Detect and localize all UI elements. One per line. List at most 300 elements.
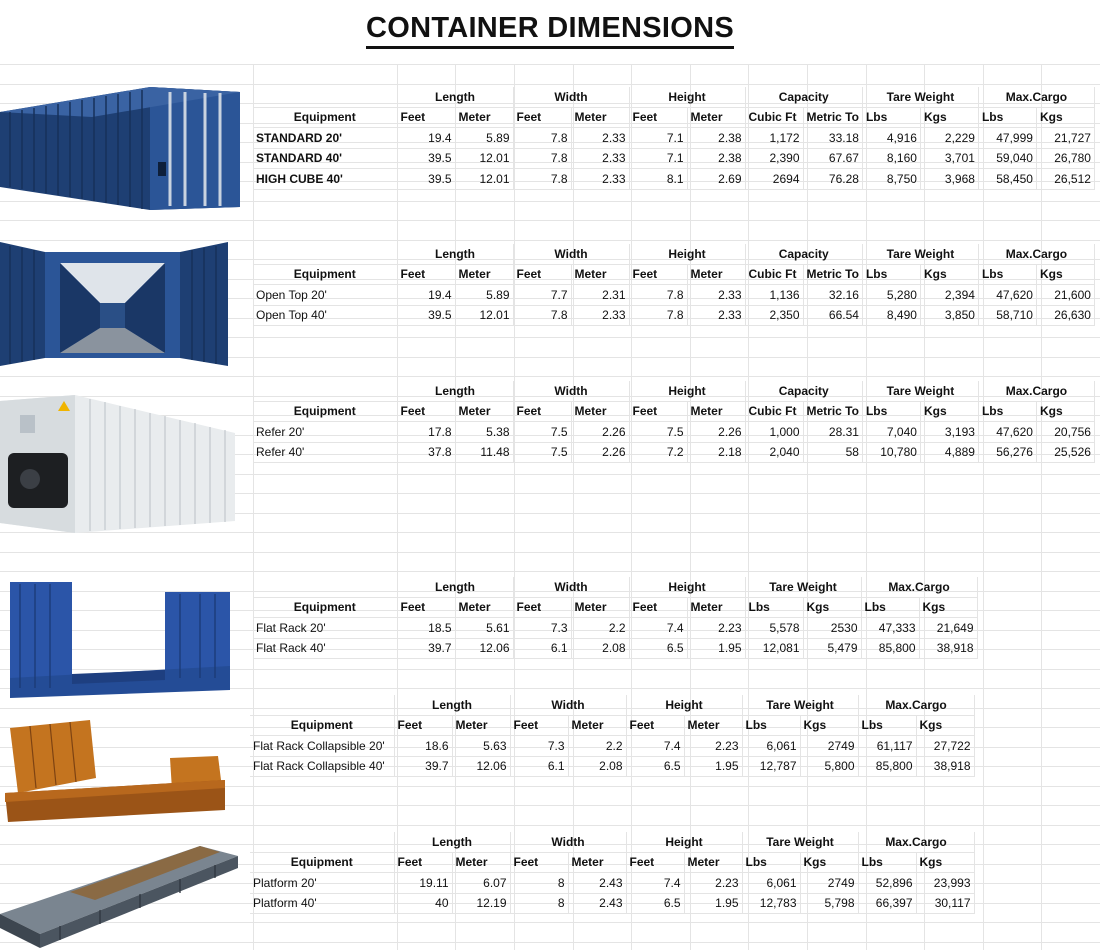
column-subheader: Meter <box>452 715 510 736</box>
column-subheader: Feet <box>397 264 455 285</box>
equipment-name: Refer 20' <box>253 422 397 443</box>
group-header: Height <box>629 577 745 597</box>
group-header: Tare Weight <box>862 87 978 107</box>
value-cell: 2.23 <box>684 736 742 757</box>
value-cell: 47,620 <box>978 285 1036 306</box>
grid-col-line <box>807 64 808 950</box>
value-cell: 1,000 <box>745 422 803 443</box>
equipment-name: Flat Rack Collapsible 20' <box>250 736 394 757</box>
column-subheader: Feet <box>394 852 452 873</box>
column-subheader: Lbs <box>861 597 919 618</box>
value-cell: 2.26 <box>687 422 745 443</box>
value-cell: 21,649 <box>919 618 977 639</box>
column-subheader: Feet <box>394 715 452 736</box>
value-cell: 39.7 <box>394 756 452 777</box>
value-cell: 2.23 <box>684 873 742 894</box>
equipment-header: Equipment <box>250 715 394 736</box>
column-subheader: Feet <box>629 107 687 128</box>
group-header: Tare Weight <box>745 577 861 597</box>
value-cell: 2.31 <box>571 285 629 306</box>
spec-table-open-top <box>253 244 1095 326</box>
value-cell: 6.5 <box>629 638 687 659</box>
value-cell: 2.18 <box>687 442 745 463</box>
value-cell: 19.4 <box>397 285 455 306</box>
open-container-icon <box>0 238 235 370</box>
table-row <box>253 148 1094 169</box>
equipment-name: STANDARD 20' <box>253 128 397 149</box>
group-header: Length <box>397 244 513 264</box>
value-cell: 2.43 <box>568 893 626 914</box>
page-title-bar <box>0 0 1100 64</box>
value-cell: 2.26 <box>571 422 629 443</box>
column-subheader: Kgs <box>800 852 858 873</box>
group-header: Width <box>513 87 629 107</box>
column-subheader: Meter <box>455 597 513 618</box>
value-cell: 2.43 <box>568 873 626 894</box>
value-cell: 1,136 <box>745 285 803 306</box>
value-cell: 59,040 <box>978 148 1036 169</box>
column-subheader: Meter <box>687 107 745 128</box>
table-row <box>253 169 1094 190</box>
group-header: Max.Cargo <box>978 87 1094 107</box>
value-cell: 12,081 <box>745 638 803 659</box>
value-cell: 26,630 <box>1036 305 1094 326</box>
value-cell: 12.01 <box>455 148 513 169</box>
group-header: Width <box>513 381 629 401</box>
column-subheader: Meter <box>452 852 510 873</box>
empty-cell <box>253 244 397 264</box>
group-header: Height <box>626 832 742 852</box>
column-subheader: Metric To <box>803 401 862 422</box>
value-cell: 2.2 <box>571 618 629 639</box>
value-cell: 47,333 <box>861 618 919 639</box>
column-subheader: Lbs <box>978 264 1036 285</box>
column-subheader: Kgs <box>1036 107 1094 128</box>
value-cell: 2,350 <box>745 305 803 326</box>
value-cell: 12.06 <box>455 638 513 659</box>
group-header-row <box>253 381 1094 401</box>
column-subheader: Meter <box>571 107 629 128</box>
column-subheader: Feet <box>510 715 568 736</box>
value-cell: 67.67 <box>803 148 862 169</box>
grid-col-line <box>866 64 867 950</box>
table-row <box>250 893 974 914</box>
value-cell: 2.33 <box>687 305 745 326</box>
value-cell: 3,850 <box>920 305 978 326</box>
column-subheader: Feet <box>397 107 455 128</box>
group-header: Width <box>510 832 626 852</box>
group-header-row <box>250 695 974 715</box>
group-header: Tare Weight <box>862 381 978 401</box>
equipment-header: Equipment <box>253 401 397 422</box>
column-subheader: Feet <box>397 597 455 618</box>
value-cell: 1,172 <box>745 128 803 149</box>
grid-col-line <box>1041 64 1042 950</box>
value-cell: 7.5 <box>629 422 687 443</box>
value-cell: 8 <box>510 873 568 894</box>
grid-row-line <box>0 220 1100 221</box>
value-cell: 39.5 <box>397 169 455 190</box>
column-subheader: Feet <box>626 715 684 736</box>
value-cell: 7.1 <box>629 148 687 169</box>
value-cell: 39.5 <box>397 305 455 326</box>
subheader-row <box>253 107 1094 128</box>
column-subheader: Lbs <box>978 107 1036 128</box>
column-subheader: Meter <box>684 852 742 873</box>
spec-table-platform <box>250 832 975 914</box>
column-subheader: Meter <box>687 597 745 618</box>
value-cell: 8,750 <box>862 169 920 190</box>
value-cell: 7.8 <box>513 128 571 149</box>
equipment-name: HIGH CUBE 40' <box>253 169 397 190</box>
empty-cell <box>250 695 394 715</box>
value-cell: 2,390 <box>745 148 803 169</box>
equipment-header: Equipment <box>250 852 394 873</box>
column-subheader: Feet <box>397 401 455 422</box>
value-cell: 4,889 <box>920 442 978 463</box>
column-subheader: Meter <box>571 401 629 422</box>
column-subheader: Lbs <box>862 107 920 128</box>
spec-table-flat-rack <box>253 577 978 659</box>
column-subheader: Feet <box>513 107 571 128</box>
value-cell: 33.18 <box>803 128 862 149</box>
grid-col-line <box>514 64 515 950</box>
spec-table-standard <box>253 87 1095 190</box>
column-subheader: Feet <box>513 597 571 618</box>
value-cell: 58,450 <box>978 169 1036 190</box>
column-subheader: Cubic Ft <box>745 107 803 128</box>
subheader-row <box>250 852 974 873</box>
value-cell: 7.2 <box>629 442 687 463</box>
column-subheader: Kgs <box>920 401 978 422</box>
value-cell: 39.5 <box>397 148 455 169</box>
column-subheader: Lbs <box>745 597 803 618</box>
value-cell: 6.1 <box>510 756 568 777</box>
equipment-name: Platform 20' <box>250 873 394 894</box>
column-subheader: Kgs <box>919 597 977 618</box>
group-header: Max.Cargo <box>858 832 974 852</box>
column-subheader: Feet <box>513 264 571 285</box>
value-cell: 6.5 <box>626 756 684 777</box>
group-header: Height <box>629 87 745 107</box>
table-row <box>253 285 1094 306</box>
value-cell: 12.06 <box>452 756 510 777</box>
spec-table-flat-rack-collapsible <box>250 695 975 777</box>
collapsible-flat-rack-icon <box>0 718 230 826</box>
value-cell: 5.89 <box>455 285 513 306</box>
column-subheader: Kgs <box>1036 264 1094 285</box>
group-header: Capacity <box>745 87 862 107</box>
value-cell: 20,756 <box>1036 422 1094 443</box>
column-subheader: Meter <box>571 264 629 285</box>
column-subheader: Metric To <box>803 107 862 128</box>
value-cell: 7.5 <box>513 442 571 463</box>
column-subheader: Feet <box>629 597 687 618</box>
table-row <box>250 736 974 757</box>
value-cell: 8.1 <box>629 169 687 190</box>
value-cell: 2,229 <box>920 128 978 149</box>
value-cell: 6.1 <box>513 638 571 659</box>
value-cell: 58 <box>803 442 862 463</box>
value-cell: 38,918 <box>919 638 977 659</box>
group-header: Height <box>626 695 742 715</box>
value-cell: 37.8 <box>397 442 455 463</box>
table-row <box>253 442 1094 463</box>
column-subheader: Kgs <box>916 852 974 873</box>
value-cell: 2.26 <box>571 442 629 463</box>
value-cell: 5.89 <box>455 128 513 149</box>
table-row <box>253 128 1094 149</box>
value-cell: 66.54 <box>803 305 862 326</box>
group-header-row <box>253 244 1094 264</box>
value-cell: 11.48 <box>455 442 513 463</box>
value-cell: 5,800 <box>800 756 858 777</box>
table-row <box>250 873 974 894</box>
value-cell: 47,620 <box>978 422 1036 443</box>
value-cell: 5.63 <box>452 736 510 757</box>
column-subheader: Kgs <box>800 715 858 736</box>
value-cell: 2749 <box>800 736 858 757</box>
value-cell: 2.33 <box>571 128 629 149</box>
value-cell: 76.28 <box>803 169 862 190</box>
column-subheader: Kgs <box>916 715 974 736</box>
value-cell: 6,061 <box>742 873 800 894</box>
value-cell: 2.33 <box>571 169 629 190</box>
group-header: Length <box>394 695 510 715</box>
value-cell: 5,578 <box>745 618 803 639</box>
column-subheader: Cubic Ft <box>745 264 803 285</box>
value-cell: 3,968 <box>920 169 978 190</box>
value-cell: 8,490 <box>862 305 920 326</box>
value-cell: 6,061 <box>742 736 800 757</box>
column-subheader: Lbs <box>858 715 916 736</box>
value-cell: 12.01 <box>455 169 513 190</box>
grid-row-line <box>0 552 1100 553</box>
column-subheader: Feet <box>629 401 687 422</box>
value-cell: 27,722 <box>916 736 974 757</box>
group-header: Capacity <box>745 244 862 264</box>
value-cell: 85,800 <box>861 638 919 659</box>
grid-col-line <box>690 64 691 950</box>
column-subheader: Lbs <box>978 401 1036 422</box>
value-cell: 26,780 <box>1036 148 1094 169</box>
group-header: Max.Cargo <box>861 577 977 597</box>
value-cell: 2749 <box>800 873 858 894</box>
value-cell: 21,600 <box>1036 285 1094 306</box>
group-header: Max.Cargo <box>978 381 1094 401</box>
value-cell: 23,993 <box>916 873 974 894</box>
value-cell: 8,160 <box>862 148 920 169</box>
empty-cell <box>253 381 397 401</box>
grid-row-line <box>0 571 1100 572</box>
value-cell: 21,727 <box>1036 128 1094 149</box>
grid-col-line <box>397 64 398 950</box>
column-subheader: Lbs <box>858 852 916 873</box>
column-subheader: Meter <box>455 264 513 285</box>
table-row <box>253 305 1094 326</box>
table-row <box>250 756 974 777</box>
equipment-name: Open Top 20' <box>253 285 397 306</box>
subheader-row <box>253 597 977 618</box>
subheader-row <box>250 715 974 736</box>
platform-icon <box>0 842 240 950</box>
value-cell: 3,701 <box>920 148 978 169</box>
equipment-header: Equipment <box>253 107 397 128</box>
column-subheader: Lbs <box>742 852 800 873</box>
value-cell: 17.8 <box>397 422 455 443</box>
value-cell: 25,526 <box>1036 442 1094 463</box>
group-header: Length <box>394 832 510 852</box>
equipment-name: Open Top 40' <box>253 305 397 326</box>
group-header-row <box>253 87 1094 107</box>
equipment-name: Flat Rack 40' <box>253 638 397 659</box>
grid-col-line <box>631 64 632 950</box>
grid-col-line <box>748 64 749 950</box>
value-cell: 19.11 <box>394 873 452 894</box>
group-header: Max.Cargo <box>858 695 974 715</box>
value-cell: 5,479 <box>803 638 861 659</box>
equipment-header: Equipment <box>253 597 397 618</box>
spec-table-refer <box>253 381 1095 463</box>
value-cell: 2.38 <box>687 128 745 149</box>
refrigerated-container-icon <box>0 393 238 535</box>
column-subheader: Kgs <box>920 264 978 285</box>
column-subheader: Kgs <box>1036 401 1094 422</box>
column-subheader: Lbs <box>742 715 800 736</box>
group-header: Tare Weight <box>862 244 978 264</box>
column-subheader: Lbs <box>862 401 920 422</box>
value-cell: 4,916 <box>862 128 920 149</box>
equipment-name: Platform 40' <box>250 893 394 914</box>
value-cell: 7.3 <box>510 736 568 757</box>
value-cell: 2,394 <box>920 285 978 306</box>
group-header: Capacity <box>745 381 862 401</box>
equipment-name: Refer 40' <box>253 442 397 463</box>
group-header-row <box>253 577 977 597</box>
value-cell: 85,800 <box>858 756 916 777</box>
empty-cell <box>253 577 397 597</box>
value-cell: 5.38 <box>455 422 513 443</box>
equipment-name: STANDARD 40' <box>253 148 397 169</box>
column-subheader: Feet <box>629 264 687 285</box>
table-row <box>253 638 977 659</box>
value-cell: 30,117 <box>916 893 974 914</box>
value-cell: 12.19 <box>452 893 510 914</box>
value-cell: 2.33 <box>571 148 629 169</box>
table-row <box>253 618 977 639</box>
value-cell: 2.08 <box>571 638 629 659</box>
column-subheader: Kgs <box>803 597 861 618</box>
value-cell: 7.7 <box>513 285 571 306</box>
value-cell: 19.4 <box>397 128 455 149</box>
column-subheader: Kgs <box>920 107 978 128</box>
subheader-row <box>253 264 1094 285</box>
group-header: Length <box>397 381 513 401</box>
column-subheader: Lbs <box>862 264 920 285</box>
value-cell: 38,918 <box>916 756 974 777</box>
flat-rack-icon <box>0 578 238 700</box>
value-cell: 3,193 <box>920 422 978 443</box>
value-cell: 32.16 <box>803 285 862 306</box>
equipment-name: Flat Rack Collapsible 40' <box>250 756 394 777</box>
value-cell: 58,710 <box>978 305 1036 326</box>
equipment-name: Flat Rack 20' <box>253 618 397 639</box>
value-cell: 2.69 <box>687 169 745 190</box>
value-cell: 2.38 <box>687 148 745 169</box>
group-header: Width <box>510 695 626 715</box>
column-subheader: Meter <box>455 401 513 422</box>
group-header: Max.Cargo <box>978 244 1094 264</box>
column-subheader: Feet <box>626 852 684 873</box>
group-header: Width <box>513 244 629 264</box>
value-cell: 1.95 <box>687 638 745 659</box>
value-cell: 47,999 <box>978 128 1036 149</box>
group-header: Tare Weight <box>742 832 858 852</box>
column-subheader: Cubic Ft <box>745 401 803 422</box>
value-cell: 2,040 <box>745 442 803 463</box>
equipment-header: Equipment <box>253 264 397 285</box>
value-cell: 1.95 <box>684 893 742 914</box>
value-cell: 7.4 <box>626 736 684 757</box>
value-cell: 2694 <box>745 169 803 190</box>
value-cell: 61,117 <box>858 736 916 757</box>
grid-col-line <box>253 64 254 950</box>
value-cell: 2.33 <box>687 285 745 306</box>
value-cell: 5,280 <box>862 285 920 306</box>
value-cell: 28.31 <box>803 422 862 443</box>
value-cell: 7.8 <box>513 148 571 169</box>
column-subheader: Feet <box>510 852 568 873</box>
group-header: Width <box>513 577 629 597</box>
value-cell: 26,512 <box>1036 169 1094 190</box>
page-title: CONTAINER DIMENSIONS <box>366 13 734 49</box>
column-subheader: Metric To <box>803 264 862 285</box>
column-subheader: Meter <box>455 107 513 128</box>
value-cell: 5,798 <box>800 893 858 914</box>
group-header: Length <box>397 87 513 107</box>
value-cell: 7.4 <box>629 618 687 639</box>
grid-col-line <box>983 64 984 950</box>
value-cell: 8 <box>510 893 568 914</box>
empty-cell <box>253 87 397 107</box>
column-subheader: Meter <box>571 597 629 618</box>
value-cell: 7.4 <box>626 873 684 894</box>
value-cell: 18.5 <box>397 618 455 639</box>
value-cell: 2.2 <box>568 736 626 757</box>
subheader-row <box>253 401 1094 422</box>
group-header: Tare Weight <box>742 695 858 715</box>
value-cell: 10,780 <box>862 442 920 463</box>
value-cell: 2.33 <box>571 305 629 326</box>
grid-row-line <box>0 64 1100 65</box>
group-header-row <box>250 832 974 852</box>
value-cell: 7.8 <box>629 285 687 306</box>
column-subheader: Meter <box>687 264 745 285</box>
group-header: Length <box>397 577 513 597</box>
column-subheader: Feet <box>513 401 571 422</box>
group-header: Height <box>629 381 745 401</box>
value-cell: 7,040 <box>862 422 920 443</box>
value-cell: 2530 <box>803 618 861 639</box>
blue-dry-container-icon <box>0 82 245 212</box>
value-cell: 56,276 <box>978 442 1036 463</box>
value-cell: 52,896 <box>858 873 916 894</box>
value-cell: 2.08 <box>568 756 626 777</box>
value-cell: 1.95 <box>684 756 742 777</box>
grid-col-line <box>573 64 574 950</box>
value-cell: 7.3 <box>513 618 571 639</box>
value-cell: 12,787 <box>742 756 800 777</box>
